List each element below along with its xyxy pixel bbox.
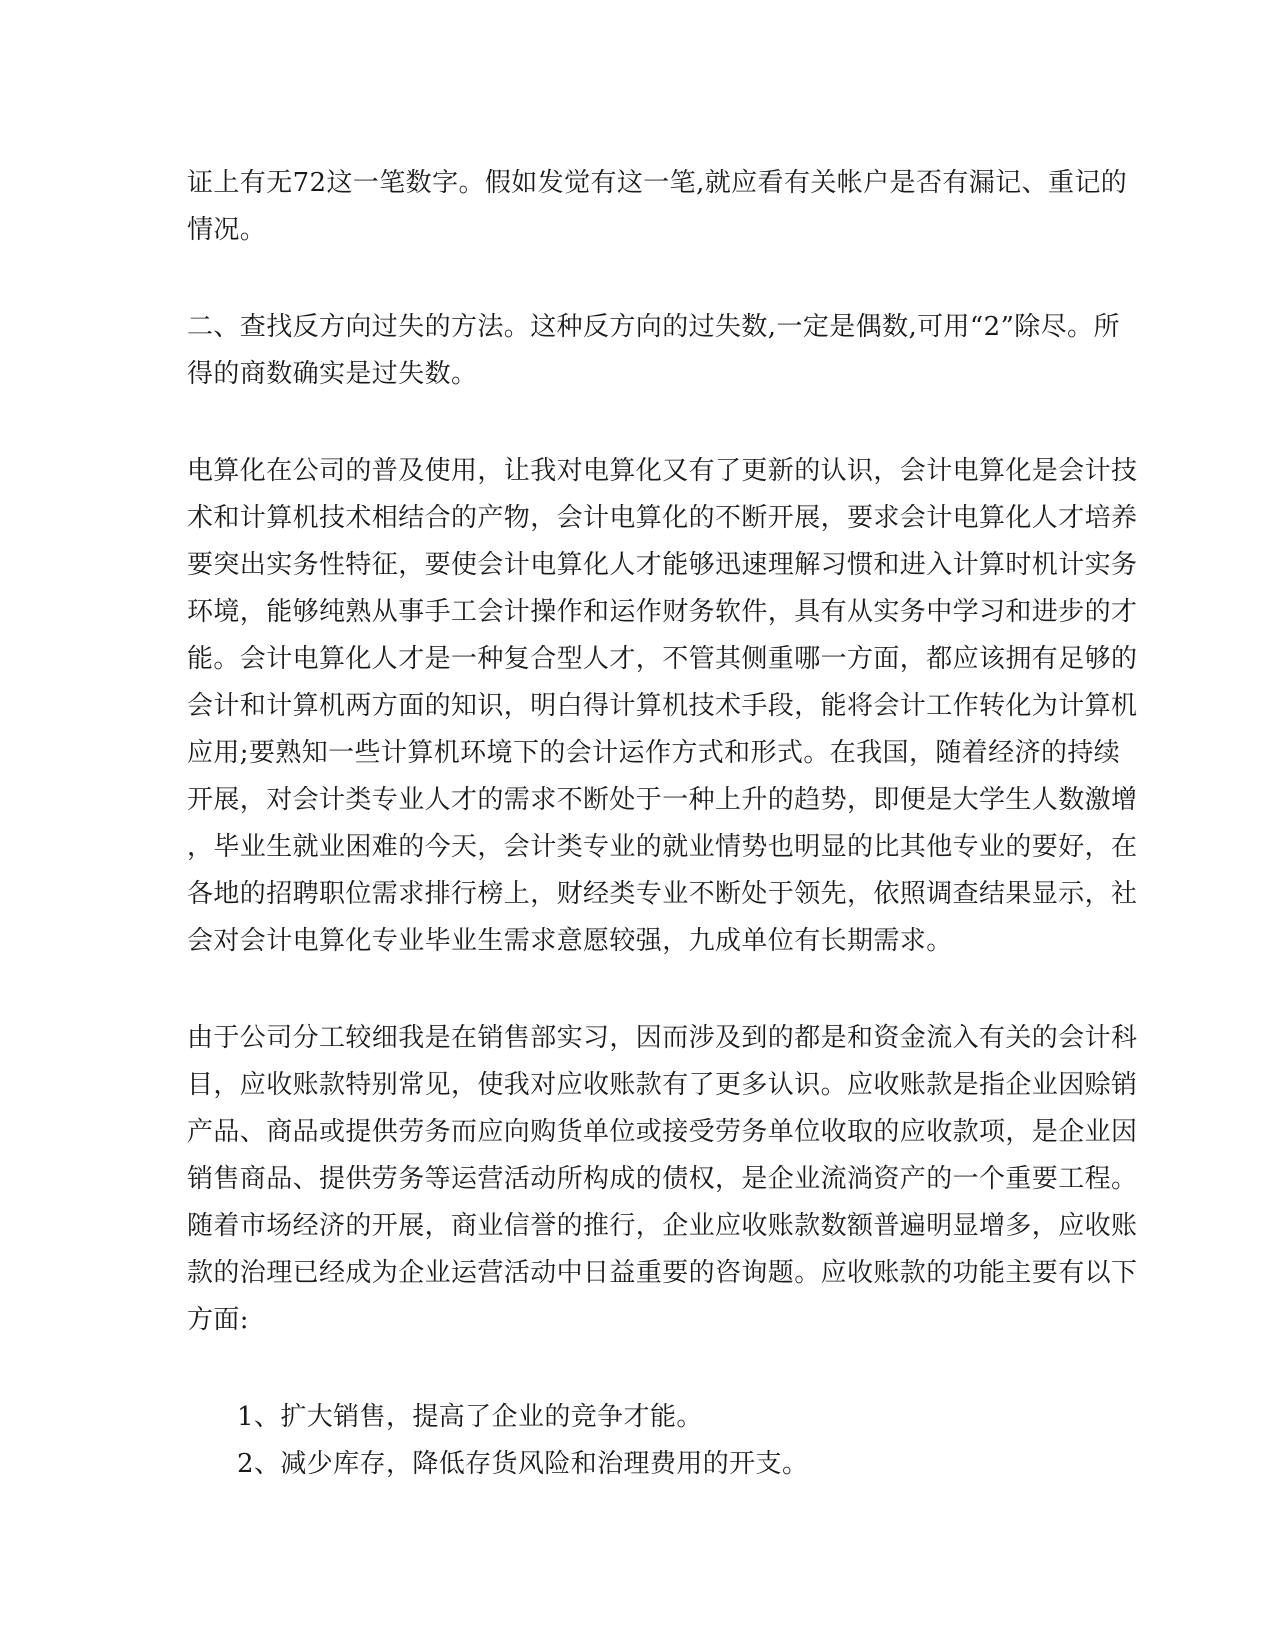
text-line: 证上有无72这一笔数字。假如发觉有这一笔,就应看有关帐户是否有漏记、重记的 <box>187 168 1128 198</box>
list-item: 2、减少库存，降低存货风险和治理费用的开支。 <box>237 1449 809 1479</box>
text-line: 由于公司分工较细我是在销售部实习，因而涉及到的都是和资金流入有关的会计科 <box>187 1023 1138 1053</box>
list-item: 1、扩大销售，提高了企业的竞争才能。 <box>237 1402 703 1432</box>
paragraph-4 <box>187 1015 1138 1344</box>
text-line: 情况。 <box>187 215 267 245</box>
text-line: 二、查找反方向过失的方法。这种反方向的过失数,一定是偶数,可用“2”除尽。所 <box>187 312 1120 342</box>
text-line: 会对会计电算化专业毕业生需求意愿较强，九成单位有长期需求。 <box>187 926 953 956</box>
text-line: 各地的招聘职位需求排行榜上，财经类专业不断处于领先，依照调查结果显示，社 <box>187 879 1138 909</box>
text-line: 能。会计电算化人才是一种复合型人才，不管其侧重哪一方面，都应该拥有足够的 <box>187 644 1138 674</box>
text-line: 会计和计算机两方面的知识，明白得计算机技术手段，能将会计工作转化为计算机 <box>187 691 1138 721</box>
paragraph-2 <box>187 304 1120 398</box>
text-line: 要突出实务性特征，要使会计电算化人才能够迅速理解习惯和进入计算时机计实务 <box>187 550 1138 580</box>
text-line: 术和计算机技术相结合的产物，会计电算化的不断开展，要求会计电算化人才培养 <box>187 503 1138 533</box>
text-line: 目，应收账款特别常见，使我对应收账款有了更多认识。应收账款是指企业因赊销 <box>187 1070 1138 1100</box>
text-line: 款的治理已经成为企业运营活动中日益重要的咨询题。应收账款的功能主要有以下 <box>187 1258 1138 1288</box>
paragraph-3 <box>187 448 1138 965</box>
text-line: 得的商数确实是过失数。 <box>187 359 478 389</box>
text-line: ，毕业生就业困难的今天，会计类专业的就业情势也明显的比其他专业的要好，在 <box>187 832 1138 862</box>
text-line: 产品、商品或提供劳务而应向购货单位或接受劳务单位收取的应收款项，是企业因 <box>187 1117 1138 1147</box>
text-line: 电算化在公司的普及使用，让我对电算化又有了更新的认识，会计电算化是会计技 <box>187 456 1138 486</box>
text-line: 销售商品、提供劳务等运营活动所构成的债权，是企业流淌资产的一个重要工程。 <box>187 1164 1138 1194</box>
function-list <box>187 1394 1087 1488</box>
text-line: 开展，对会计类专业人才的需求不断处于一种上升的趋势，即便是大学生人数激增 <box>187 785 1138 815</box>
text-line: 环境，能够纯熟从事手工会计操作和运作财务软件，具有从实务中学习和进步的才 <box>187 597 1138 627</box>
text-line: 方面: <box>187 1305 249 1335</box>
text-line: 随着市场经济的开展，商业信誉的推行，企业应收账款数额普遍明显增多，应收账 <box>187 1211 1138 1241</box>
text-line: 应用;要熟知一些计算机环境下的会计运作方式和形式。在我国，随着经济的持续 <box>187 738 1121 768</box>
document-body <box>187 160 1138 1488</box>
paragraph-1 <box>187 160 1128 254</box>
